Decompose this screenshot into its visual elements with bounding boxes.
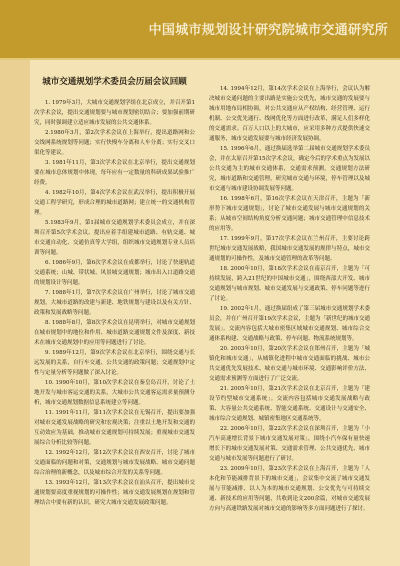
history-paragraph: 21. 2005年10月，第21次学术会议在北京召开，主题为「建设节约型城市交通系统」。交流内容包括城市交通发展战略与政策、大容量公共交通系统、智能交通系统、交通设计与交通安全、城市综合交通规划、城镇密集地区交通系统等。 (209, 386, 370, 422)
history-paragraph: 20. 2003年10月，第20次学术会议在郑州召开，主题为「城镇化和城市交通」，从城镇化进程中城市交通面临的挑战、城市公共交通优先发展技术、城市交通与城市环境、交通影响评价方法、交通需求预测等方面进行了广泛交流。 (209, 346, 370, 382)
history-paragraph: 16. 1998年6月，第16次学术会议在天津召开，主题为「新形势下城市交通规划」，讨论了城市交通发展与城市交通规划的关系；从城市空间结构角度分析交通问题；城市交通管理中信息技术的应用等。 (209, 196, 370, 232)
history-paragraph: 23. 2009年10月，第23次学术会议在上海召开，主题为「人本化和节能减排背景下的城市交通」，会议集中交流了城市交通发展与节能减排、以人为本的城市交通规划、公交优先与可持续交通、新技术的应用等问题，共收到论文200余篇，对城市交通发展方向与高速铁路发展对城市交通的影响等多方面问题进行了探讨。 (209, 466, 370, 512)
article-column-right (209, 84, 370, 514)
history-paragraph: 17. 1999年9月，第17次学术会议在兰州召开，主要讨论跨世纪城市交通发展战略，我国城市交通发展的规律与特点，城市交通规划的可操作性，及城市交通管理的改革等问题。 (209, 236, 370, 262)
header-title: 中国城市规划设计研究院城市交通研究所 (148, 23, 388, 38)
history-paragraph: 12. 1992年12月，第12次学术会议在西安召开，讨论了城市交通面临的问题和对策，交通规划与城市发展战略、城市交通问题综合治理的新概念，以及城市综合开发的关系等问题。 (34, 450, 195, 476)
article-title: 城市交通规划学术委员会历届会议回顾 (42, 77, 187, 87)
history-paragraph: 5.1983年9月，第1届城市交通规划学术委员会成立，并在深圳召开第5次学术会议。提出应着手组建城市道路、有轨交通、城市交通自动化、交通仿真等大学组，组织城市交通规划专业人员培训等问题。 (34, 220, 195, 256)
history-paragraph: 8. 1988年8月，第8次学术会议在昆明举行，对城市交通规划在城市规划中的地位和作用、城市道路交通规划文件及深度、新技术在城市交通规划中的应用等问题进行了讨论。 (34, 320, 195, 346)
history-paragraph: 10. 1990年10月，第10次学术会议在秦皇岛召开，讨论了土地开发与城市客运交通的关系，大城市公共交通客运需求量预测分析，城市交通规划数据信息系统建立等问题。 (34, 380, 195, 406)
history-paragraph: 19. 2002年1月，通过换届组成了第三届城市交通规划学术委员会，并在广州召开第19次学术会议，主题为「新世纪的城市交通发展」。交流内容包括大城市密集区域城市交通规划、城市综合交通体系构建、交通战略与政策、停车问题、物流系统规划等。 (209, 306, 371, 342)
history-paragraph: 4. 1982年10月，第4次学术会议在武汉举行，提出积极开展交通工程学研究，形成合理的城市道路网；建立统一的交通机构管理。 (34, 190, 195, 216)
history-paragraph: 14. 1994年12月，第14次学术会议在上海举行，会议认为解决城市交通问题的主要出路是实施公交优先，城市交通的发展要与城市用地布局相协调，对公共交通应从产权结构、经营管理、运行机制、公交优先通行、线网优化等方面进行改革，满足人们多样化的交通需求。百万人口以上的大城市，应采用多种方式提供快速交通服务，城市交通发展要与城市经济发展协调。 (209, 86, 370, 142)
history-paragraph: 3. 1981年11月，第3次学术会议在北京举行，提出交通规划要在城市总体规划中体现，每年应有一定数量的科研成果试验推广经费。 (34, 160, 195, 186)
history-paragraph: 13. 1993年12月，第13次学术会议在汕头召开，提出城市交通规划要高度重视规划的可操作性；城市交通发展规划在规划和管理结合中要有新的认识，研究大城市交通发展政策问题。 (34, 480, 195, 506)
history-paragraph: 22. 2006年10月，第22次学术会议在深圳召开，主题为「小汽车高速增长背景下城市交通发展对策」，围绕小汽车保有量快速增长下的城市交通发展对策、交通需求管理、公共交通优先、城市交通与城市发展等问题进行了研讨。 (209, 426, 370, 462)
article-column-left (34, 76, 195, 508)
header-divider (0, 58, 400, 60)
history-paragraph: 9. 1989年12月，第9次学术会议在北京举行，围绕交通与长远发展的关系，自行车交通、公共交通的政策问题；交通规划中定性与定量分析等问题做了深入讨论。 (34, 350, 195, 376)
history-paragraph: 7. 1988年1月，第7次学术会议在广州举行，讨论了城市交通规划，大城市道路的改建与新建、地铁规划与建设以及有关方针、政策和发展战略等问题。 (34, 290, 195, 316)
header-banner (0, 0, 400, 58)
history-paragraph: 18. 2000年10月，第18次学术会议在南京召开，主题为「可持续发展，跨入21世纪的中国城市交通」，围绕西部大开发、城市交通规划与城市规划、城市交通发展与交通政策、停车问题等进行了讨论。 (209, 266, 370, 302)
page-left-margin (0, 60, 30, 566)
history-paragraph: 11. 1991年11月，第11次学术会议在无锡召开，提出要加强对城市交通发展战略的研究和宏观决策；注重以土地开发和交通的互动效应为基础，推动城市交通规划可持续发展；重视城市交通发展综合分析比较等问题。 (34, 410, 195, 446)
history-paragraph: 15. 1996年6月，通过换届选举第二届城市交通规划学术委员会，并在太原召开第15次学术会议，确定今后的学术重点为发展以公共交通为主的城市交通体系，交通需求预测，交通规划方法研究，城市道路和交通管理，研究城市交通与环境，停车管理以及城市交通与城市建设协调发展等问题。 (209, 146, 371, 192)
history-paragraph: 1. 1979年3月，大城市交通规划学组在北京成立，并召开第1次学术会议，提出交通规划要与城市规划密切结合；要加强前期研究，同时强调建立适应城市发展的公共交通体系。 (34, 100, 195, 126)
left-paragraph-list (34, 98, 195, 508)
right-paragraph-list (209, 84, 370, 514)
history-paragraph: 6. 1986年9月，第6次学术会议在成都举行，讨论了快速轨道交通系统；山城、带状城、风景城交通规划；城市出入口道路交通的规划设计等问题。 (34, 260, 195, 286)
history-paragraph: 2.1980年3月，第2次学术会议在上海举行，提出道路网和公交线网系统规划等问题；实行快慢车分离和人车分离；实行交叉口渠化等建议。 (34, 130, 195, 156)
